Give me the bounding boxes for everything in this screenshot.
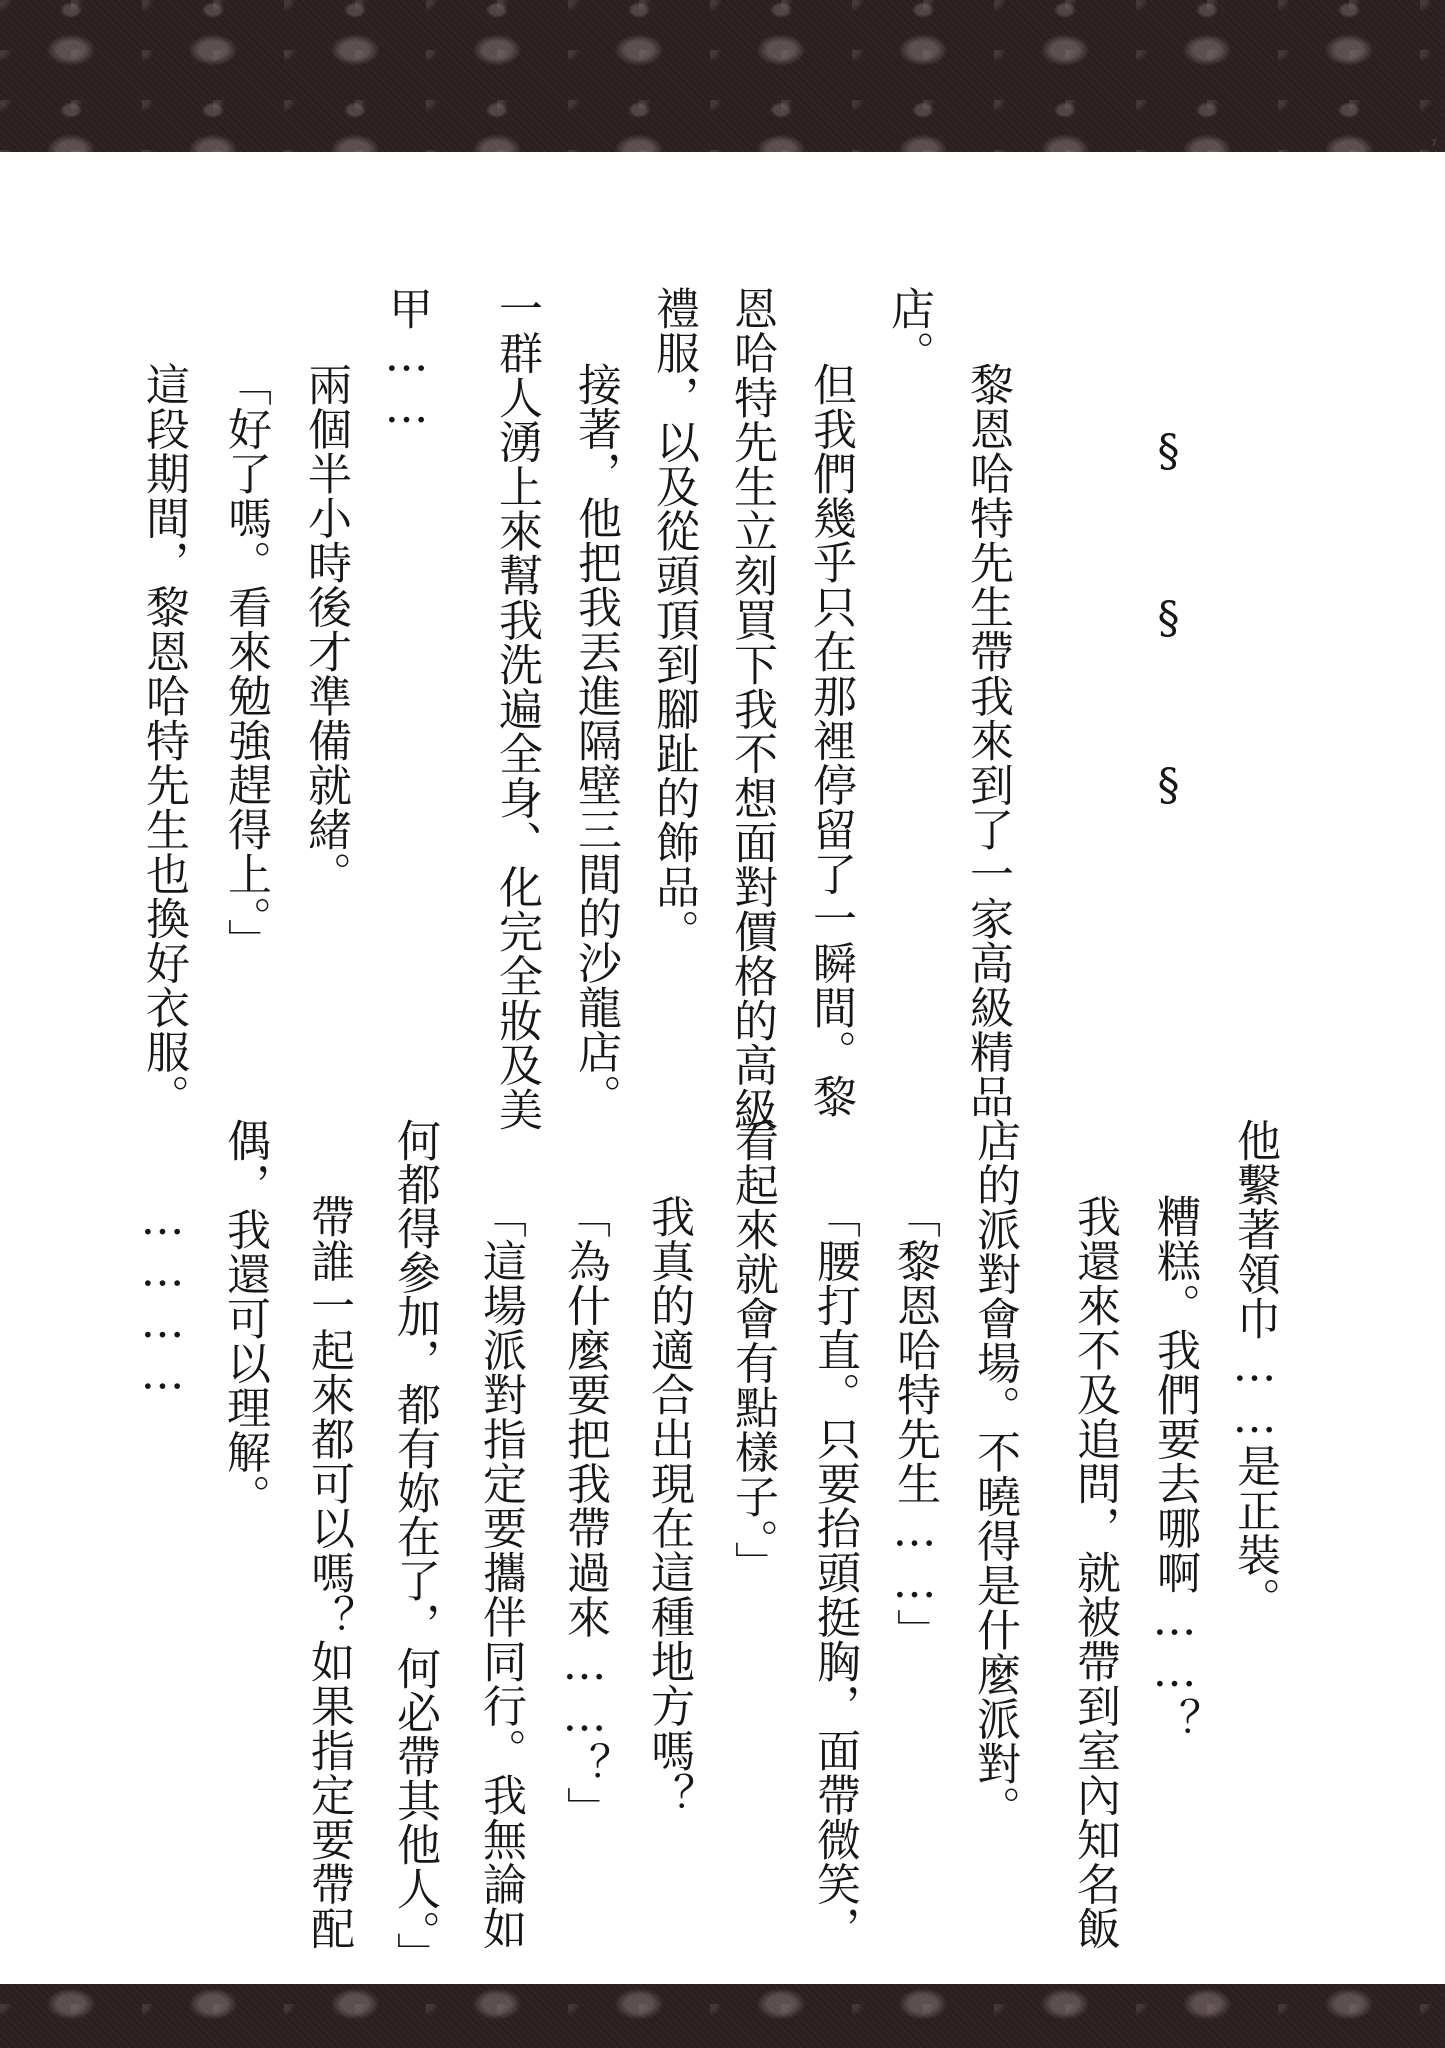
dialogue-column: 「為什麼要把我帶過來……？」	[559, 1194, 610, 1831]
text-column: 接著，他把我丟進隔壁三間的沙龍店。	[570, 362, 621, 1119]
text-column: 他繫著領巾……是正裝。	[1229, 1118, 1280, 1622]
text-column: 禮服，以及從頭頂到腳趾的飾品。	[648, 286, 699, 954]
text-column: 恩哈特先生立刻買下我不想面對價格的高級	[726, 286, 777, 1132]
text-column: 我真的適合出現在這種地方嗎？	[643, 1194, 694, 1817]
text-column: 帶誰一起來都可以嗎？如果指定要帶配	[303, 1194, 354, 1951]
dialogue-column: 「黎恩哈特先生……」	[889, 1194, 940, 1653]
dialogue-column: 「腰打直。只要抬頭挺胸，面帶微笑，	[809, 1194, 860, 1951]
text-column: 店。	[883, 286, 934, 375]
text-column: 偶，我還可以理解。	[219, 1118, 270, 1519]
text-column: 糟糕。我們要去哪啊……？	[1149, 1194, 1200, 1742]
bottom-decorative-border	[0, 1984, 1445, 2048]
text-column: 一群人湧上來幫我洗遍全身、化完全妝及美	[491, 286, 542, 1132]
text-column: 甲……	[381, 286, 432, 434]
text-column: 看起來就會有點樣子。」	[727, 1118, 778, 1586]
dialogue-column: 「好了嗎。看來勉強趕得上。」	[220, 362, 271, 963]
top-decorative-border	[0, 0, 1445, 152]
text-column: 但我們幾乎只在那裡停留了一瞬間。黎	[805, 362, 856, 1119]
page-number: 7	[1431, 139, 1437, 149]
text-column: 我還來不及追問，就被帶到室內知名飯	[1069, 1194, 1120, 1951]
dialogue-column: 何都得參加，都有妳在了，何必帶其他人。」	[389, 1118, 440, 1976]
text-column: 這段期間，黎恩哈特先生也換好衣服。	[138, 362, 189, 1119]
text-column: 兩個半小時後才準備就緒。	[300, 362, 351, 896]
text-column: 黎恩哈特先生帶我來到了一家高級精品	[962, 362, 1013, 1119]
ellipsis-column: …………	[137, 1194, 188, 1400]
dialogue-column: 「這場派對指定要攜伴同行。我無論如	[475, 1194, 526, 1951]
section-break: § § §	[1143, 426, 1194, 847]
text-column: 店的派對會場。不曉得是什麼派對。	[969, 1118, 1020, 1830]
